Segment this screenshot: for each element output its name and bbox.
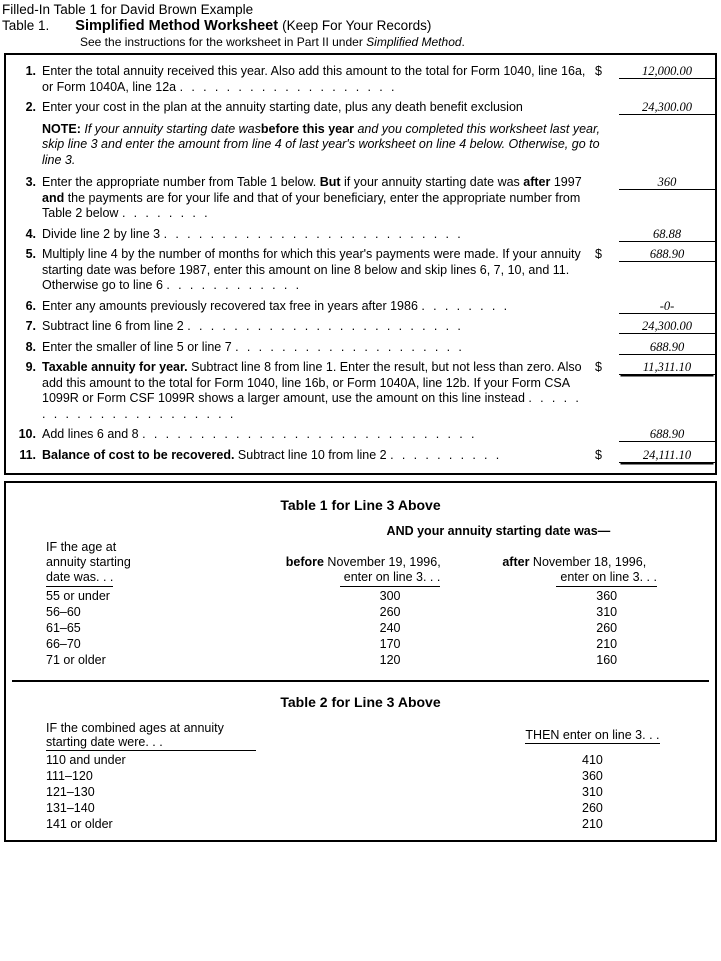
note-bold: before this year xyxy=(260,121,354,136)
amount-value[interactable]: 688.90 xyxy=(619,340,715,355)
after-header-line2: enter on line 3. . . xyxy=(556,570,657,587)
amount-cell xyxy=(595,227,715,242)
age-cell: 56–60 xyxy=(46,605,81,619)
table-row xyxy=(6,800,715,816)
value-cell: 210 xyxy=(582,817,603,831)
note-italic-2: and you completed this worksheet last year, skip line 3 and enter the amount from line 4 of last year's worksheet on line 4 below. Otherwise, go to line 3. xyxy=(42,121,600,167)
ages-cell: 111–120 xyxy=(46,769,93,783)
line-text-body: Divide line 2 by line 3 xyxy=(42,226,161,241)
line-number: 2. xyxy=(25,100,36,114)
amount-value[interactable]: 68.88 xyxy=(619,227,715,242)
before-cell: 260 xyxy=(379,605,401,619)
line-number: 7. xyxy=(25,319,36,333)
table-row xyxy=(6,784,715,800)
line-number: 9. xyxy=(25,360,36,374)
line-text xyxy=(42,448,595,464)
worksheet-row xyxy=(6,424,715,445)
table1-header-group xyxy=(6,523,715,539)
worksheet-title-light: (Keep For Your Records) xyxy=(282,18,432,33)
line-number: 4. xyxy=(25,226,36,241)
line-text-body: Enter any amounts previously recovered tax free in years after 1986 xyxy=(42,298,418,313)
amount-cell xyxy=(595,360,715,375)
age-header-line2: annuity starting xyxy=(46,555,131,569)
reference-tables-box xyxy=(4,481,717,842)
ages-cell: 110 and under xyxy=(46,753,126,767)
amount-cell xyxy=(595,299,715,314)
age-header-line1: IF the age at xyxy=(46,540,117,554)
worksheet-row xyxy=(6,244,715,296)
age-cell: 55 or under xyxy=(46,589,110,603)
line-number: 8. xyxy=(25,339,36,354)
table1 xyxy=(6,523,715,668)
amount-value[interactable]: 688.90 xyxy=(619,247,715,262)
amount-value[interactable]: 688.90 xyxy=(619,427,715,442)
worksheet-title xyxy=(75,18,431,34)
amount-cell xyxy=(595,100,715,115)
table-row xyxy=(6,816,715,832)
worksheet-row xyxy=(6,224,715,245)
leader-dots: . . . . . . . . xyxy=(121,206,211,220)
after-cell: 160 xyxy=(596,653,618,667)
age-cell: 71 or older xyxy=(46,653,106,667)
worksheet-note xyxy=(6,118,612,173)
amount-value[interactable]: 24,300.00 xyxy=(619,100,715,115)
line-text xyxy=(42,427,595,443)
amount-value[interactable]: -0- xyxy=(619,299,715,314)
after-cell: 210 xyxy=(596,637,618,651)
table1-after-header xyxy=(498,539,715,588)
instruction-line xyxy=(0,34,721,53)
table2-right-label: THEN enter on line 3. . . xyxy=(525,728,660,742)
line-text-body: Balance of cost to be recovered. Subtract line 10 from line 2 xyxy=(42,447,387,462)
table2-left-line2: starting date were. . . xyxy=(46,735,256,751)
worksheet-row xyxy=(6,357,715,424)
worksheet-row xyxy=(6,97,715,118)
leader-dots: . . . . . . . . xyxy=(421,298,510,313)
before-header-line2: enter on line 3. . . xyxy=(340,570,441,587)
line-text-body: Subtract line 6 from line 2 xyxy=(42,319,184,333)
simplified-method-worksheet xyxy=(4,53,717,475)
line-text-body: Enter the appropriate number from Table 1 below. But if your annuity starting date was after 1997 and the payments are for your life and that of your beneficiary, enter the appropriate number from Table 2 below xyxy=(42,175,582,220)
leader-dots: . . . . . . . . . . . . . . . . . . . . xyxy=(235,339,465,354)
value-cell: 360 xyxy=(582,769,603,783)
amount-value[interactable]: 360 xyxy=(619,175,715,190)
worksheet-row xyxy=(6,61,715,97)
table2 xyxy=(6,720,715,832)
table2-header-row xyxy=(6,720,715,752)
before-header-line1 xyxy=(282,555,499,570)
note-label: NOTE: xyxy=(42,121,81,136)
line-text xyxy=(42,340,595,356)
leader-dots: . . . . . . . . . . . . . . . . . . . xyxy=(179,79,397,94)
age-cell: 61–65 xyxy=(46,621,81,635)
after-cell: 360 xyxy=(596,589,618,603)
before-cell: 240 xyxy=(379,621,401,635)
amount-cell xyxy=(595,340,715,355)
line-number: 6. xyxy=(25,298,36,313)
line-text xyxy=(42,175,595,222)
worksheet-row xyxy=(6,337,715,358)
ages-cell: 131–140 xyxy=(46,801,95,815)
leader-dots: . . . . . . . . . . . . . . . . . . . . . . . . . . . . . xyxy=(142,427,477,441)
amount-value[interactable]: 11,311.10 xyxy=(619,360,715,375)
line-text xyxy=(42,299,595,315)
amount-cell xyxy=(595,175,715,190)
line-text xyxy=(42,227,595,243)
worksheet-row xyxy=(6,172,715,224)
line-text-body: Enter your cost in the plan at the annuity starting date, plus any death benefit exclusion xyxy=(42,100,523,114)
table2-left-line1: IF the combined ages at annuity xyxy=(46,721,224,735)
line-text xyxy=(42,360,595,422)
table-row xyxy=(6,604,715,620)
amount-cell xyxy=(595,64,715,79)
table-row xyxy=(6,768,715,784)
leader-dots: . . . . . . . . . . . . xyxy=(166,278,302,292)
table-row xyxy=(6,652,715,668)
worksheet-row xyxy=(6,316,715,337)
amount-value[interactable]: 12,000.00 xyxy=(619,64,715,79)
line-text-body: Taxable annuity for year. Subtract line 8 from line 1. Enter the result, but not less than zero. Also add this amount to the total for Form 1040, line 16b, or Form 1040A, line 12b. If your Form CSA 1099R or Form CSF 1099R shows a larger amount, use the amount on this line instead xyxy=(42,360,582,405)
amount-value[interactable]: 24,111.10 xyxy=(619,448,715,463)
after-rest: November 18, 1996, xyxy=(529,555,647,569)
dollar-sign: $ xyxy=(595,360,602,374)
after-bold: after xyxy=(502,555,530,569)
line-number: 11. xyxy=(19,447,36,462)
ages-cell: 121–130 xyxy=(46,785,95,799)
before-bold: before xyxy=(285,555,324,569)
table1-title: Table 1 for Line 3 Above xyxy=(280,497,441,513)
after-cell: 310 xyxy=(596,605,618,619)
line-text xyxy=(42,319,595,335)
instruction-post: . xyxy=(461,35,465,49)
after-header-line1 xyxy=(498,555,715,570)
ages-cell: 141 or older xyxy=(46,817,113,831)
line-text xyxy=(42,100,595,116)
value-cell: 310 xyxy=(582,785,603,799)
document-title: Filled-In Table 1 for David Brown Example xyxy=(2,2,254,17)
line-text xyxy=(42,64,595,95)
instruction-pre: See the instructions for the worksheet in Part II under xyxy=(80,35,367,49)
value-cell: 410 xyxy=(582,753,603,767)
before-cell: 170 xyxy=(379,637,401,651)
line-text-body: Multiply line 4 by the number of months for which this year's payments were made. If your annuity starting date was before 1987, enter this amount on line 8 below and skip lines 6, 7, 10, and 11. Otherwise go to line 6 xyxy=(42,247,581,292)
table1-age-header xyxy=(6,539,282,588)
dollar-sign: $ xyxy=(595,247,602,261)
age-cell: 66–70 xyxy=(46,637,81,651)
amount-cell xyxy=(595,247,715,262)
table-row xyxy=(6,588,715,604)
leader-dots: . . . . . . . . . . . . . . . . . . . . . . xyxy=(42,391,582,421)
table2-right-header xyxy=(470,720,715,752)
amount-cell xyxy=(595,448,715,463)
table2-left-header xyxy=(6,720,470,752)
value-cell: 260 xyxy=(582,801,603,815)
line-text xyxy=(42,247,595,294)
line-number: 10. xyxy=(18,427,36,441)
line-number: 1. xyxy=(25,64,36,78)
table-row xyxy=(6,752,715,768)
line-text-body: Add lines 6 and 8 xyxy=(42,427,139,441)
line-number: 3. xyxy=(25,175,36,189)
line-number: 5. xyxy=(25,247,36,261)
amount-value[interactable]: 24,300.00 xyxy=(619,319,715,334)
amount-cell xyxy=(595,319,715,334)
table-row xyxy=(6,620,715,636)
table-caption xyxy=(0,18,721,34)
table2-title: Table 2 for Line 3 Above xyxy=(280,694,441,710)
before-rest: November 19, 1996, xyxy=(323,555,441,569)
amount-cell xyxy=(595,427,715,442)
table-row xyxy=(6,636,715,652)
table-number-label: Table 1. xyxy=(2,18,50,33)
leader-dots: . . . . . . . . . . . . . . . . . . . . . . . . xyxy=(187,319,464,333)
before-cell: 120 xyxy=(379,653,401,667)
leader-dots: . . . . . . . . . . xyxy=(390,447,502,462)
worksheet-row xyxy=(6,296,715,317)
table1-and-header: AND your annuity starting date was— xyxy=(386,524,611,538)
after-cell: 260 xyxy=(596,621,618,635)
worksheet-title-bold: Simplified Method Worksheet xyxy=(75,18,279,34)
dollar-sign: $ xyxy=(595,447,602,462)
before-cell: 300 xyxy=(379,589,401,603)
line-text-body: Enter the total annuity received this year. Also add this amount to the total for Form 1040, line 16a, or Form 1040A, line 12a xyxy=(42,64,586,94)
line-text-body: Enter the smaller of line 5 or line 7 xyxy=(42,339,232,354)
table1-header-row xyxy=(6,539,715,588)
age-header-line3: date was. . . xyxy=(46,570,113,587)
worksheet-row xyxy=(6,445,715,466)
table1-before-header xyxy=(282,539,499,588)
table1-age-header-cell xyxy=(6,523,282,539)
instruction-italic: Simplified Method xyxy=(366,35,462,49)
note-italic-1: If your annuity starting date was xyxy=(84,121,261,136)
leader-dots: . . . . . . . . . . . . . . . . . . . . . . . . . . xyxy=(163,226,464,241)
dollar-sign: $ xyxy=(595,64,602,78)
